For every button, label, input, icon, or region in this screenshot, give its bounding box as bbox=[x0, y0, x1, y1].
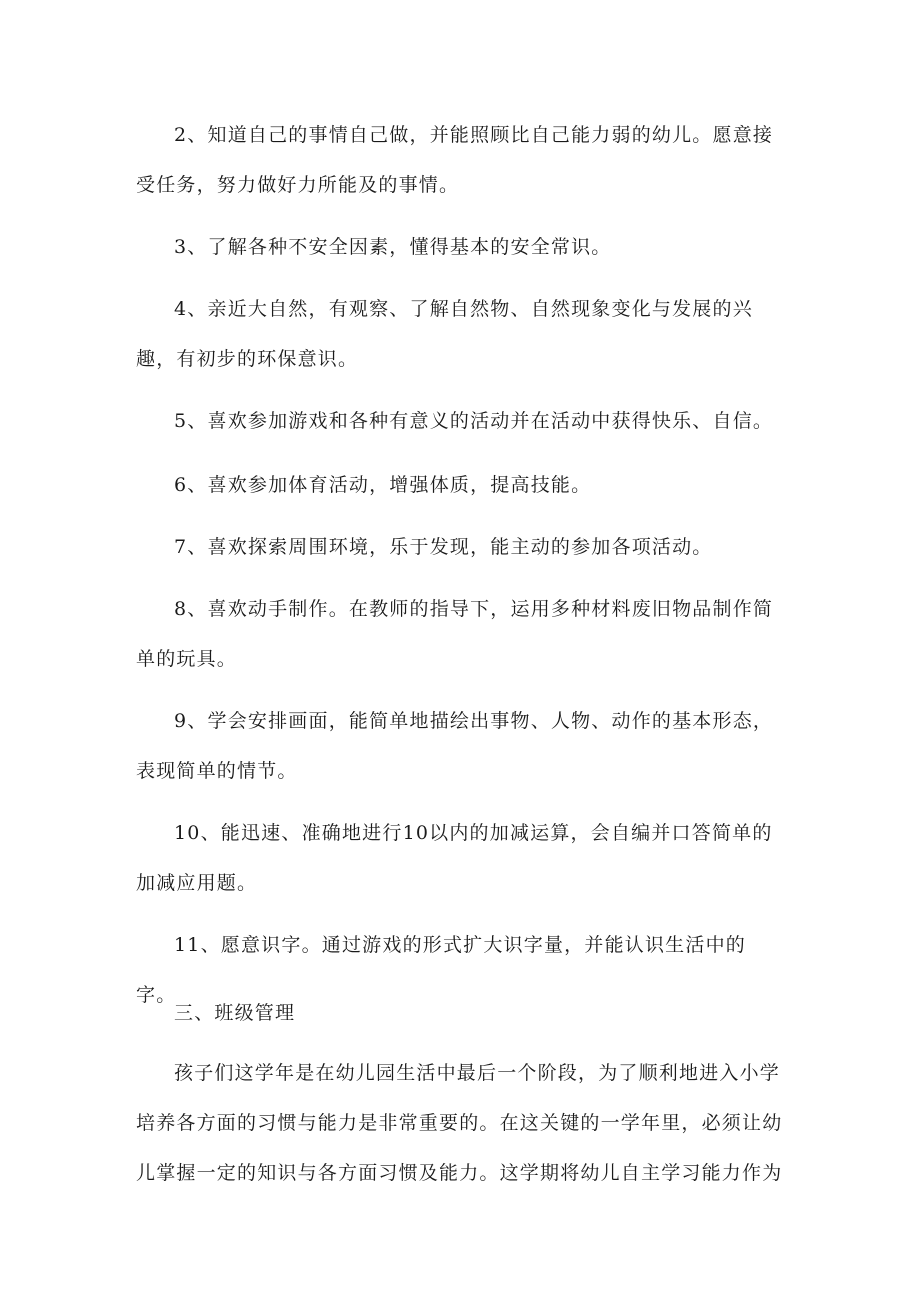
list-item-3: 3、了解各种不安全因素，懂得基本的安全常识。 bbox=[174, 236, 612, 258]
list-item-11: 11、愿意识字。通过游戏的形式扩大识字量，并能认识生活中的字。 bbox=[136, 934, 746, 1006]
list-item-2: 2、知道自己的事情自己做，并能照顾比自己能力弱的幼儿。愿意接受任务，努力做好力所能及的事情。 bbox=[136, 124, 774, 196]
section-heading: 三、班级管理 bbox=[174, 1002, 296, 1024]
list-item-8: 8、喜欢动手制作。在教师的指导下，运用多种材料废旧物品制作简单的玩具。 bbox=[136, 598, 774, 670]
list-item-6: 6、喜欢参加体育活动，增强体质，提高技能。 bbox=[174, 474, 592, 496]
list-item-5: 5、喜欢参加游戏和各种有意义的活动并在活动中获得快乐、自信。 bbox=[174, 410, 774, 432]
closing-paragraph: 孩子们这学年是在幼儿园生活中最后一个阶段，为了顺利地进入小学培养各方面的习惯与能力是非常重要的。在这关键的一学年里，必须让幼儿掌握一定的知识与各方面习惯及能力。这学期将幼儿自主学习能力作为 bbox=[136, 1062, 783, 1184]
list-item-4: 4、亲近大自然，有观察、了解自然物、自然现象变化与发展的兴趣，有初步的环保意识。 bbox=[136, 298, 753, 370]
list-item-10: 10、能迅速、准确地进行10以内的加减运算，会自编并口答简单的加减应用题。 bbox=[136, 822, 773, 894]
list-item-7: 7、喜欢探索周围环境，乐于发现，能主动的参加各项活动。 bbox=[174, 536, 713, 558]
list-item-9: 9、学会安排画面，能简单地描绘出事物、人物、动作的基本形态，表现简单的情节。 bbox=[136, 710, 774, 782]
